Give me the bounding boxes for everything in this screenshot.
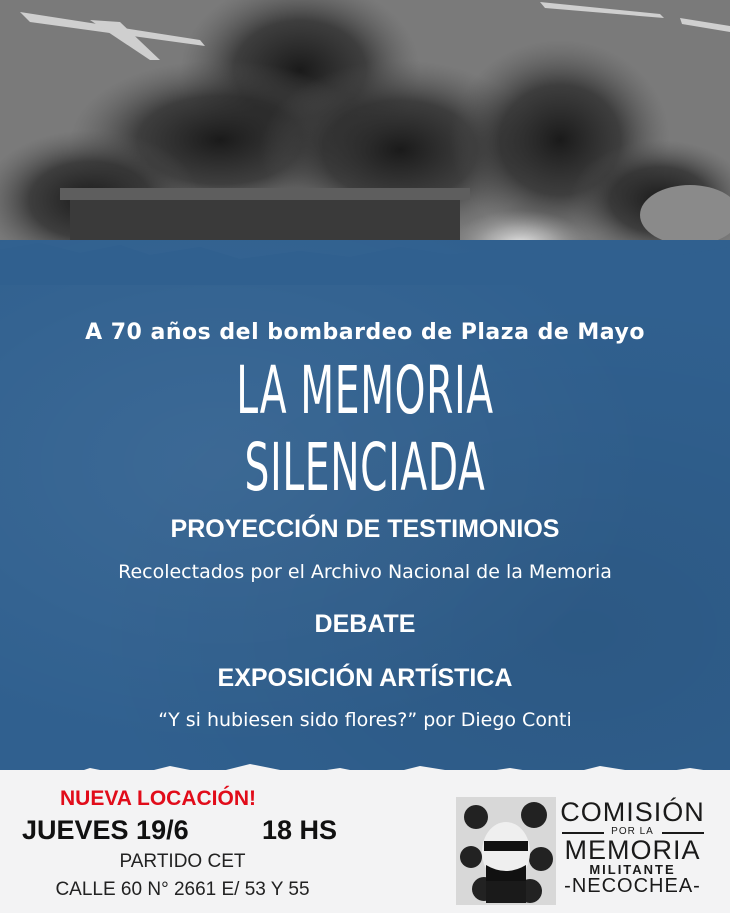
logo-line-militante: MILITANTE <box>589 862 676 877</box>
activity-heading-exhibition: EXPOSICIÓN ARTÍSTICA <box>217 664 513 692</box>
event-time: 18 HS <box>262 815 338 845</box>
activity-detail-projection: Recolectados por el Archivo Nacional de la Memoria <box>118 561 612 583</box>
torn-white-edge <box>0 752 730 792</box>
logo-line-necochea: -NECOCHEA- <box>564 875 701 897</box>
event-date: JUEVES 19/6 <box>22 815 189 845</box>
activity-heading-projection: PROYECCIÓN DE TESTIMONIOS <box>170 515 560 543</box>
activity-heading-debate: DEBATE <box>314 610 416 638</box>
torn-paper-edge <box>0 225 730 285</box>
activity-detail-exhibition: “Y si hubiesen sido flores?” por Diego Conti <box>158 709 572 731</box>
logo-line-comision: COMISIÓN <box>560 797 705 827</box>
event-venue: PARTIDO CET <box>119 851 246 872</box>
event-title: LA MEMORIA SILENCIADA <box>236 352 494 506</box>
new-location-notice: NUEVA LOCACIÓN! <box>60 787 256 810</box>
logo-line-memoria: MEMORIA <box>564 835 701 865</box>
logo-rule <box>662 832 704 834</box>
logo-line-por-la: POR LA <box>611 826 654 837</box>
event-address: CALLE 60 N° 2661 E/ 53 Y 55 <box>55 879 310 900</box>
event-subtitle: A 70 años del bombardeo de Plaza de Mayo <box>85 320 645 345</box>
masked-figure-emblem-icon <box>456 797 556 905</box>
